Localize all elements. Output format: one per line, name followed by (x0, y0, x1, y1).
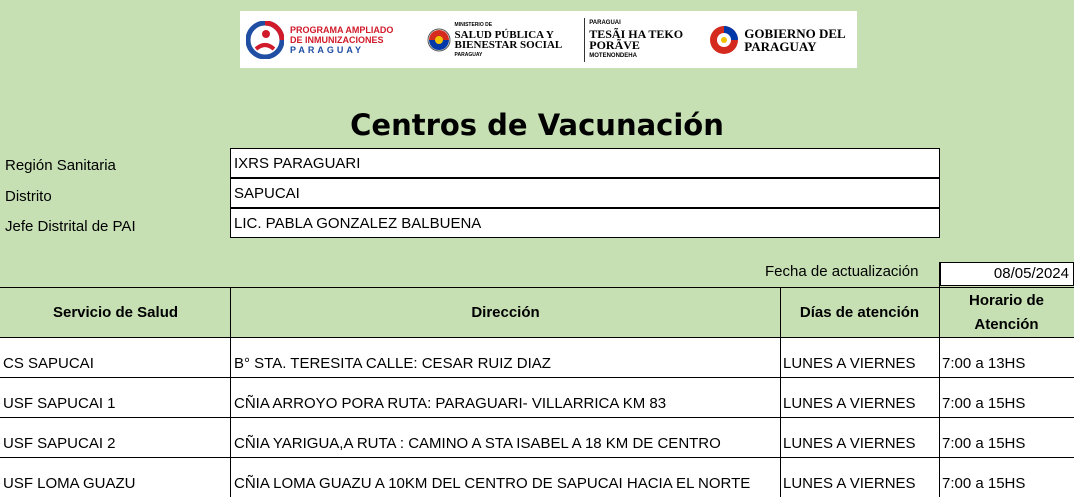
gobierno-logo (708, 11, 857, 68)
jefe-value: LIC. PABLA GONZALEZ BALBUENA (230, 208, 940, 238)
cell-dias: LUNES A VIERNES (783, 355, 916, 372)
region-label: Región Sanitaria (5, 157, 116, 174)
cell-direccion: CÑIA ARROYO PORA RUTA: PARAGUARI- VILLARRICA KM 83 (234, 395, 667, 412)
cell-servicio: USF SAPUCAI 1 (3, 395, 116, 412)
table-row (0, 418, 1074, 458)
region-value: IXRS PARAGUARI (230, 148, 940, 178)
cell-horario: 7:00 a 15HS (942, 435, 1026, 452)
msp-logo (427, 11, 581, 68)
cell-horario: 7:00 a 15HS (942, 395, 1026, 412)
paraguay-seal-icon (427, 28, 451, 52)
tesai-logo (589, 11, 708, 68)
pai-emblem-icon (246, 21, 284, 59)
pai-line3: PARAGUAY (290, 44, 365, 55)
tesai-line1: TESÃI HA TEKO (589, 26, 684, 41)
tesai-line2: PORÃVE (589, 37, 640, 52)
fecha-label: Fecha de actualización (765, 263, 919, 280)
distrito-value: SAPUCAI (230, 178, 940, 208)
msp-small-top: MINISTERIO DE (454, 21, 493, 28)
cell-servicio: USF LOMA GUAZU (3, 475, 136, 492)
logo-banner (240, 11, 857, 68)
column-divider (939, 262, 940, 497)
jefe-label: Jefe Distrital de PAI (5, 218, 136, 235)
table-row (0, 378, 1074, 418)
tesai-small-bottom: MOTENONDEHA (589, 52, 637, 59)
msp-line1: SALUD PÚBLICA Y (454, 28, 554, 41)
fecha-value: 08/05/2024 (940, 262, 1074, 286)
tesai-small-top: PARAGUAI (589, 19, 621, 26)
cell-direccion: B° STA. TERESITA CALLE: CESAR RUIZ DIAZ (234, 355, 551, 372)
header-direccion: Dirección (231, 287, 780, 338)
cell-dias: LUNES A VIERNES (783, 395, 916, 412)
pai-logo (240, 11, 419, 68)
page-title: Centros de Vacunación (350, 108, 724, 142)
cell-dias: LUNES A VIERNES (783, 475, 916, 492)
cell-direccion: CÑIA LOMA GUAZU A 10KM DEL CENTRO DE SAPUCAI HACIA EL NORTE (234, 475, 751, 492)
logo-divider (584, 18, 585, 62)
cell-dias: LUNES A VIERNES (783, 435, 916, 452)
cell-direccion: CÑIA YARIGUA,A RUTA : CAMINO A STA ISABEL A 18 KM DE CENTRO (234, 435, 721, 452)
cell-servicio: USF SAPUCAI 2 (3, 435, 116, 452)
header-servicio: Servicio de Salud (0, 287, 231, 338)
cell-horario: 7:00 a 13HS (942, 355, 1026, 372)
gobierno-line1: GOBIERNO DEL (744, 25, 846, 41)
gobierno-line2: PARAGUAY (744, 38, 817, 54)
msp-line2: BIENESTAR SOCIAL (454, 38, 563, 51)
table-row (0, 458, 1074, 497)
pai-line2: DE INMUNIZACIONES (290, 34, 384, 45)
table-row (0, 338, 1074, 378)
column-divider (230, 287, 231, 497)
cell-servicio: CS SAPUCAI (3, 355, 94, 372)
header-horario: Horario de Atención (939, 287, 1074, 338)
msp-small-bottom: PARAGUAY (454, 51, 483, 58)
header-dias: Días de atención (780, 287, 939, 338)
gobierno-emblem-icon (708, 24, 740, 56)
cell-horario: 7:00 a 15HS (942, 475, 1026, 492)
pai-line1: PROGRAMA AMPLIADO (290, 24, 394, 35)
column-divider (780, 287, 781, 497)
distrito-label: Distrito (5, 188, 52, 205)
